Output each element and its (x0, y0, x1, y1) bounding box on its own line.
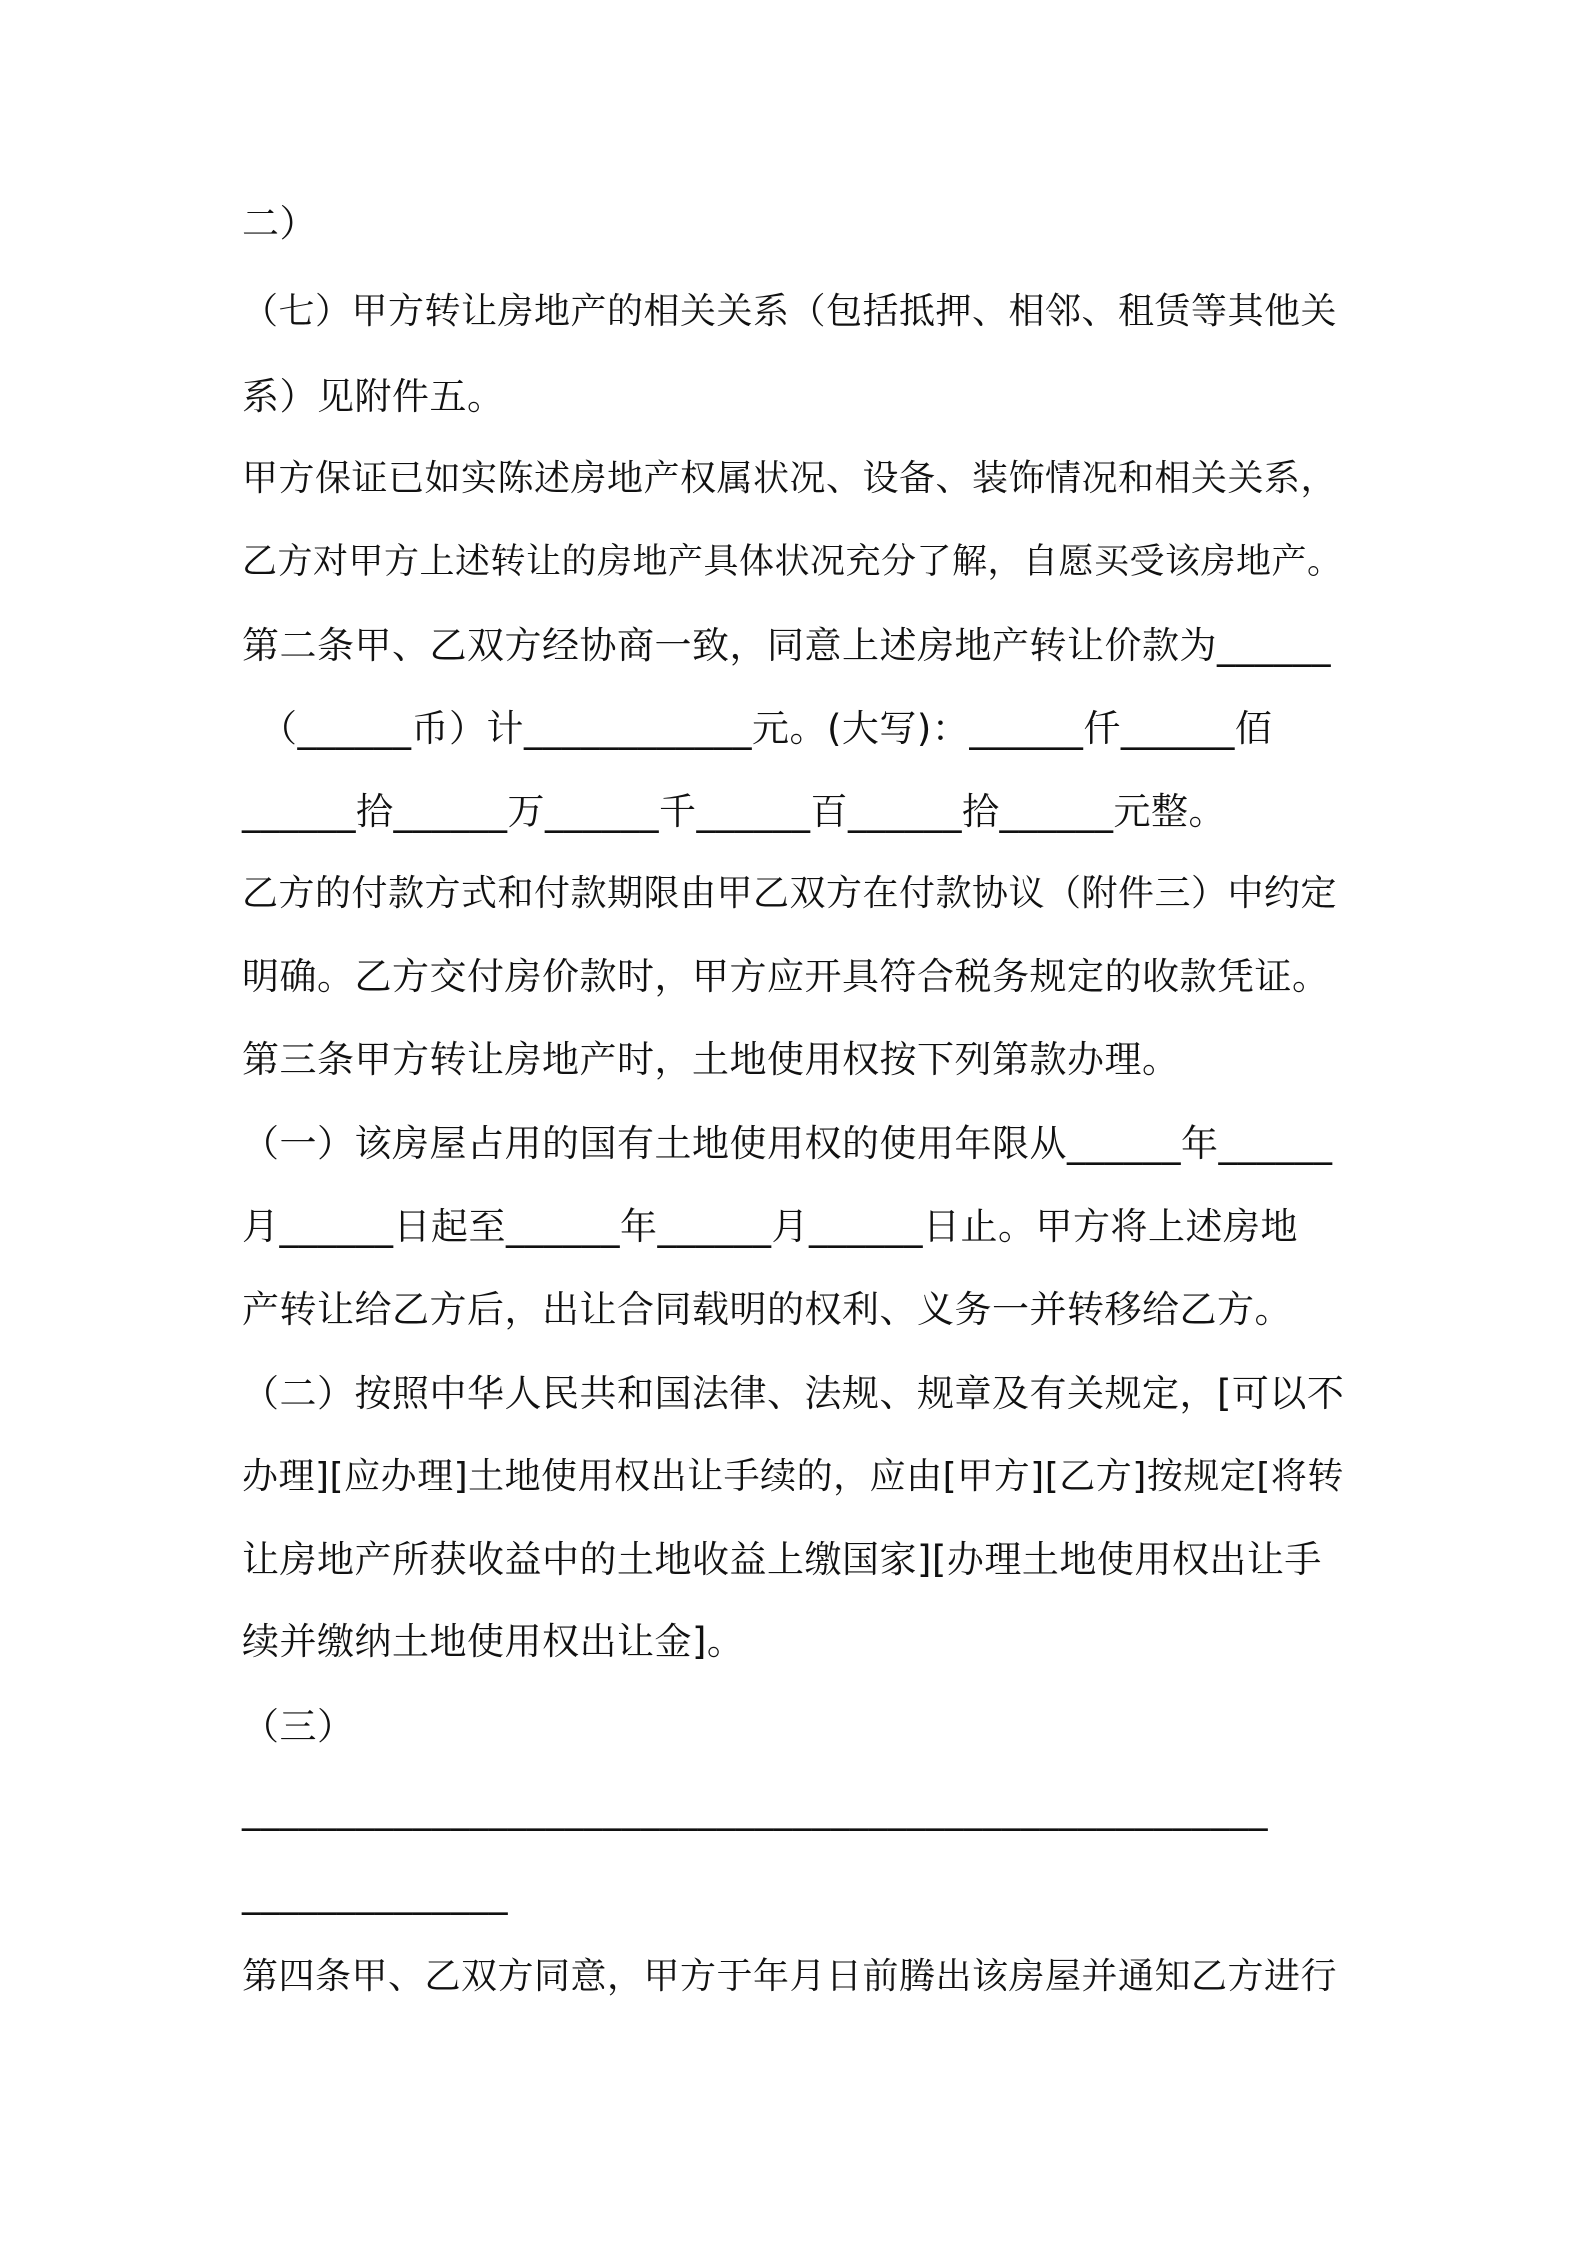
text-line: 续并缴纳土地使用权出让金]。 (242, 1620, 745, 1663)
text-line: 系）见附件五。 (242, 375, 505, 418)
text-line: 第二条甲、乙双方经协商一致，同意上述房地产转让价款为______ (242, 624, 1331, 667)
text-line: 第三条甲方转让房地产时，土地使用权按下列第款办理。 (242, 1038, 1180, 1081)
text-line: ______________________________________________________ (242, 1788, 1268, 1831)
text-line: ______________ (242, 1872, 508, 1915)
text-line: 乙方的付款方式和付款期限由甲乙双方在付款协议（附件三）中约定 (242, 873, 1338, 914)
text-line: 产转让给乙方后，出让合同载明的权利、义务一并转移给乙方。 (242, 1288, 1292, 1331)
text-line: 办理][应办理]土地使用权出让手续的，应由[甲方][乙方]按规定[将转 (242, 1456, 1344, 1497)
text-line: 明确。乙方交付房价款时，甲方应开具符合税务规定的收款凭证。 (242, 955, 1330, 998)
text-line: 二） (242, 202, 317, 245)
text-line: 第四条甲、乙双方同意，甲方于年月日前腾出该房屋并通知乙方进行 (242, 1956, 1338, 1997)
text-line: （二）按照中华人民共和国法律、法规、规章及有关规定，[可以不 (242, 1372, 1345, 1415)
text-line: 让房地产所获收益中的土地收益上缴国家][办理土地使用权出让手 (242, 1538, 1322, 1581)
text-line: 甲方保证已如实陈述房地产权属状况、设备、装饰情况和相关关系， (242, 458, 1338, 499)
text-line: （三） (242, 1705, 355, 1748)
text-line: 乙方对甲方上述转让的房地产具体状况充分了解，自愿买受该房地产。 (242, 542, 1343, 582)
text-line: 月______日起至______年______月______日止。甲方将上述房地 (242, 1205, 1298, 1248)
text-line: （七）甲方转让房地产的相关关系（包括抵押、相邻、租赁等其他关 (242, 291, 1338, 332)
text-line: （一）该房屋占用的国有土地使用权的使用年限从______年______ (242, 1122, 1333, 1165)
text-line: ______拾______万______千______百______拾______元整。 (242, 790, 1226, 833)
text-line: （______币）计____________元。(大写)：______仟______佰 (260, 707, 1273, 750)
